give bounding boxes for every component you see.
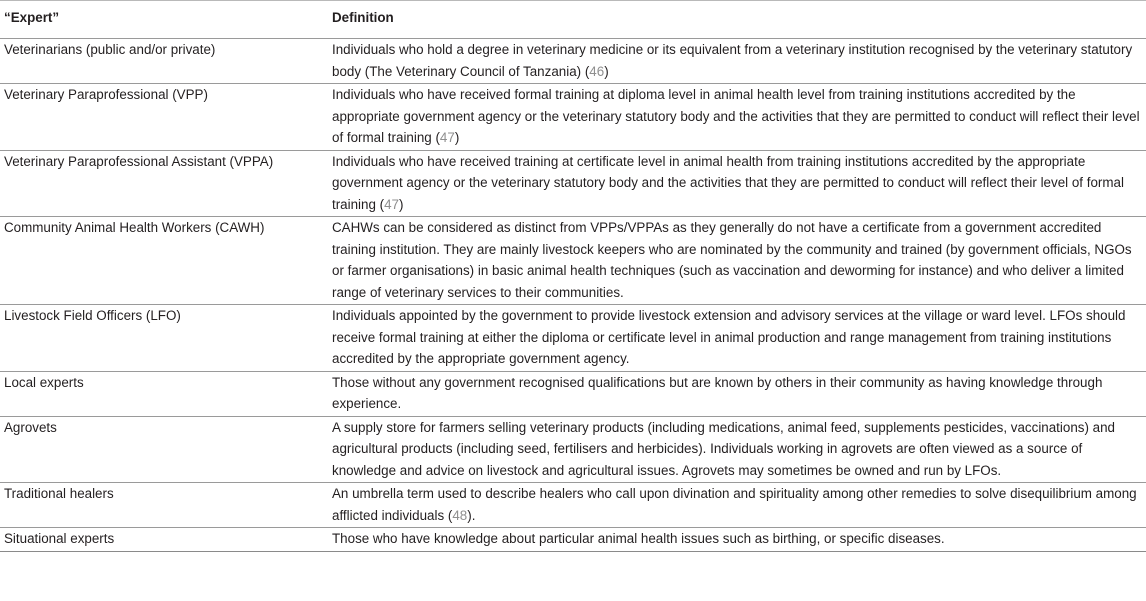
reference-link[interactable]: 47 — [439, 130, 455, 145]
definition-text: A supply store for farmers selling veterinary products (including medications, animal feed, supplements pesticides, vaccinations) and agricultural products (including seed, fertilisers and herbicides). Individuals working in agrovets are often viewed as a source of knowledge and advice on livestock and agricultural issues. Agrovets may sometimes be owned and run by LFOs. — [332, 419, 1115, 478]
table-row — [0, 528, 1146, 552]
definition-text: Individuals who hold a degree in veterinary medicine or its equivalent from a veterinary institution recognised by the veterinary statutory body (The Veterinary Council of Tanzania) ( — [332, 42, 1133, 79]
expert-cell: Livestock Field Officers (LFO) — [4, 308, 181, 323]
header-row — [0, 1, 1146, 39]
expert-cell: Situational experts — [4, 531, 115, 546]
expert-cell: Traditional healers — [4, 486, 114, 501]
reference-link[interactable]: 47 — [384, 196, 400, 212]
table-row — [0, 305, 1146, 372]
table-row — [0, 39, 1146, 84]
table-row — [0, 217, 1146, 305]
definition-cell — [329, 217, 1146, 305]
definition-text: Those without any government recognised qualifications but are known by others in their community as having knowledge through experience. — [332, 374, 1103, 411]
table-row — [0, 416, 1146, 483]
definition-cell — [329, 528, 1146, 552]
definition-cell — [329, 84, 1146, 151]
definition-tail: ) — [454, 130, 460, 145]
definition-cell — [329, 483, 1146, 528]
definition-text: Individuals appointed by the government to provide livestock extension and advisory services at the village or ward level. LFOs should receive formal training at either the diploma or certificate level in animal production and range management from training institutions accredited by the appropriate government agency. — [332, 308, 1126, 366]
definition-text: Individuals who have received formal training at diploma level in animal health level from training institutions accredited by the appropriate government agency or the veterinary statutory body and the activities that they are permitted to conduct will reflect their level of formal training ( — [332, 87, 1140, 145]
table-row — [0, 371, 1146, 416]
definition-text: Those who have knowledge about particular animal health issues such as birthing, or specific diseases. — [332, 531, 945, 546]
column-header-definition: Definition — [332, 10, 394, 25]
reference-link[interactable]: 48 — [452, 507, 468, 523]
definition-tail: ) — [604, 63, 609, 79]
definition-text: An umbrella term used to describe healers who call upon divination and spirituality among other remedies to solve disequilibrium among afflicted individuals ( — [332, 486, 1137, 523]
definition-cell — [329, 150, 1146, 217]
definition-cell — [329, 39, 1146, 84]
definition-tail: ) — [399, 196, 404, 212]
expert-cell: Veterinarians (public and/or private) — [4, 42, 216, 57]
definition-text: Individuals who have received training at certificate level in animal health from training institutions accredited by the appropriate government agency or the veterinary statutory body and the activities that they are permitted to conduct will reflect their level of formal training ( — [332, 153, 1124, 212]
expert-cell: Agrovets — [4, 419, 57, 435]
definition-cell — [329, 416, 1146, 483]
definition-text: CAHWs can be considered as distinct from VPPs/VPPAs as they generally do not have a certificate from a government accredited training institution. They are mainly livestock keepers who are nominated by the community and trained (by government officials, NGOs or farmer organisations) in basic animal health techniques (such as vaccination and deworming for instance) and who deliver a limited range of veterinary services to their communities. — [332, 220, 1132, 300]
definition-tail: ). — [467, 507, 476, 523]
expert-cell: Local experts — [4, 374, 84, 390]
expert-cell: Community Animal Health Workers (CAWH) — [4, 220, 265, 235]
column-header-expert: “Expert” — [4, 10, 60, 25]
table-row — [0, 84, 1146, 151]
definition-cell — [329, 305, 1146, 372]
table-row — [0, 150, 1146, 217]
definition-cell — [329, 371, 1146, 416]
reference-link[interactable]: 46 — [589, 63, 605, 79]
table-row — [0, 483, 1146, 528]
expert-cell: Veterinary Paraprofessional (VPP) — [4, 87, 208, 102]
expert-cell: Veterinary Paraprofessional Assistant (VPPA) — [4, 153, 274, 169]
